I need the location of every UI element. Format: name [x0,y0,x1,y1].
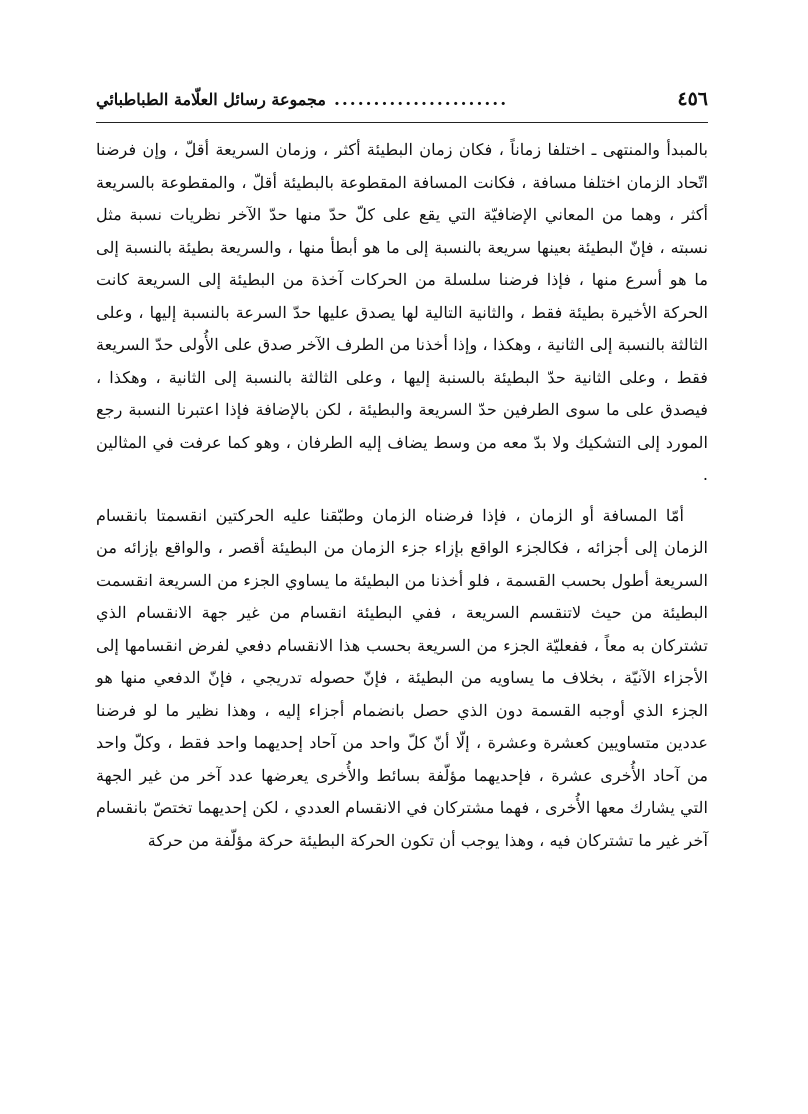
running-header [96,88,708,123]
header-leader-dots: ...................... [333,90,509,110]
page-number: ٤٥٦ [677,88,708,110]
book-title: مجموعة رسائل العلّامة الطباطبائي [96,90,326,109]
book-page [96,88,708,1088]
body-text [96,134,708,857]
paragraph: أمّا المسافة أو الزمان ، فإذا فرضناه الزمان وطبّقنا عليه الحركتين انقسمتا بانقسام الزمان إلى أجزائه ، فكالجزء الواقع بإزاء جزء الزمان من البطيئة أقصر ، والواقع بإزائه من السريعة أطول بحسب القسمة ، فلو أخذنا من البطيئة ما يساوي الجزء من السريعة انقسمت البطيئة من حيث لاتنقسم السريعة ، ففي البطيئة انقسام من غير جهة الانقسام الذي تشتركان به معاً ، ففعليّة الجزء من السريعة بحسب هذا الانقسام دفعي لفرض انقسامها إلى الأجزاء الآنيّة ، بخلاف ما يساويه من البطيئة ، فإنّ حصوله تدريجي ، فإنّ الدفعي منها هو الجزء الذي أوجبه القسمة دون الذي حصل بانضمام أجزاء إليه ، وهذا نظير ما لو فرضنا عددين متساويين كعشرة وعشرة ، إلّا أنّ كلّ واحد من آحاد إحديهما واحد فقط ، وكلّ واحد من آحاد الأُخرى عشرة ، فإحديهما مؤلّفة بسائط والأُخرى يعرضها عدد آخر من غير الجهة التي يشارك معها الأُخرى ، فهما مشتركان في الانقسام العددي ، لكن إحديهما تختصّ بانقسام آخر غير ما تشتركان فيه ، وهذا يوجب أن تكون الحركة البطيئة حركة مؤلّفة من حركة [96,505,708,850]
paragraph: بالمبدأ والمنتهى ـ اختلفا زماناً ، فكان زمان البطيئة أكثر ، وزمان السريعة أقلّ ، وإن فرضنا اتّحاد الزمان اختلفا مسافة ، فكانت المسافة المقطوعة بالبطيئة أقلّ ، والمقطوعة بالسريعة أكثر ، وهما من المعاني الإضافيّة التي يقع على كلّ حدّ منها حدّ الآخر نظريات نسبة مثل نسبته ، فإنّ البطيئة بعينها سريعة بالنسبة إلى ما هو أبطأ منها ، والسريعة بطيئة بالنسبة إلى ما هو أسرع منها ، فإذا فرضنا سلسلة من الحركات آخذة من البطيئة إلى السريعة كانت الحركة الأخيرة بطيئة فقط ، والثانية التالية لها يصدق عليها حدّ السرعة بالنسبة إليها ، وعلى الثالثة بالنسبة إلى الثانية ، وهكذا ، وإذا أخذنا من الطرف الآخر صدق على الأُولى حدّ السريعة فقط ، وعلى الثانية حدّ البطيئة بالسنبة إليها ، وعلى الثالثة بالنسبة إلى الثانية ، وهكذا ، فيصدق على ما سوى الطرفين حدّ السريعة والبطيئة ، لكن بالإضافة فإذا اعتبرنا النسبة رجع المورد إلى التشكيك ولا بدّ معه من وسط يضاف إليه الطرفان ، وهو كما عرفت في المثالين . [96,140,708,484]
